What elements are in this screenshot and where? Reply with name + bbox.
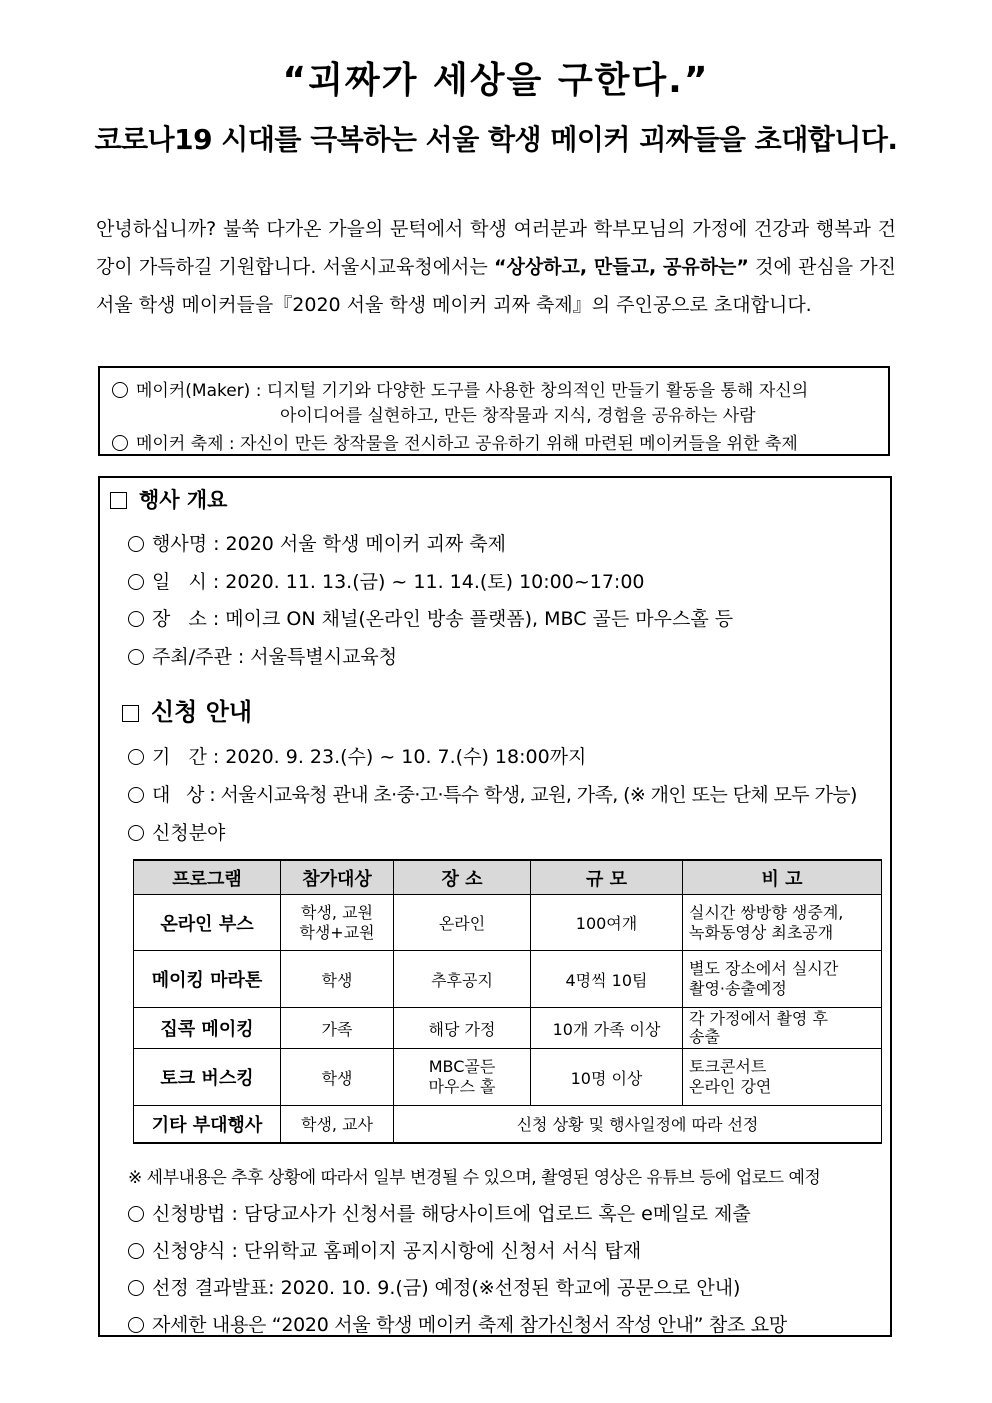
program-table [133, 859, 882, 1144]
circle-bullet-icon [128, 1243, 144, 1259]
circle-bullet-icon [128, 787, 144, 803]
target-cell: 가족 [281, 1008, 394, 1049]
program-cell: 집콕 메이킹 [134, 1008, 281, 1049]
overview-item-name [128, 529, 506, 556]
bottom-item-text: 자세한 내용은 “2020 서울 학생 메이커 축제 참가신청서 작성 안내” 참조 요망 [152, 1314, 787, 1336]
circle-bullet-icon [128, 1317, 144, 1333]
table-row [134, 1008, 882, 1049]
bottom-item-text: 신청방법 : 담당교사가 신청서를 해당사이트에 업로드 혹은 e메일로 제출 [152, 1203, 751, 1225]
overview-item-date [128, 567, 645, 594]
bottom-item-text: 신청양식 : 단위학교 홈페이지 공지시항에 신청서 서식 탑재 [152, 1240, 642, 1262]
circle-bullet-icon [128, 574, 144, 590]
overview-item-host [128, 642, 397, 669]
scale-cell: 10개 가족 이상 [531, 1008, 683, 1049]
application-item-text: 신청분야 [152, 822, 226, 844]
overview-heading [110, 484, 227, 514]
note-line: 실시간 쌍방향 생중계, [689, 902, 844, 922]
program-cell: 토크 버스킹 [134, 1049, 281, 1106]
page-title: “괴짜가 세상을 구한다.” [282, 60, 710, 101]
overview-item-place [128, 604, 733, 631]
bottom-item-form [128, 1236, 641, 1263]
note-line: 송출 [689, 1027, 720, 1046]
note-line: 토크콘서트 [689, 1057, 767, 1076]
square-bullet-icon [122, 705, 139, 722]
target-cell: 학생 [281, 951, 394, 1008]
circle-bullet-icon [128, 611, 144, 627]
overview-item-text: 장 소 : 메이크 ON 채널(온라인 방송 플랫폼), MBC 골든 마우스홀 등 [152, 608, 734, 630]
note-line: 별도 장소에서 실시간 [689, 959, 839, 978]
target-cell [281, 895, 394, 951]
program-cell: 온라인 부스 [134, 895, 281, 951]
table-header: 비 고 [683, 860, 882, 895]
place-cell: 온라인 [394, 895, 531, 951]
square-bullet-icon [110, 492, 127, 509]
note-line: 각 가정에서 촬영 후 [689, 1009, 828, 1028]
circle-bullet-icon [128, 825, 144, 841]
page-subtitle: 코로나19 시대를 극복하는 서울 학생 메이커 괴짜들을 초대합니다. [94, 123, 898, 156]
application-item-target [128, 780, 857, 807]
festival-text: 자신이 만든 창작물을 전시하고 공유하기 위해 마련된 메이커들을 위한 축제 [240, 434, 798, 454]
intro-text-1: 안녕하십니까? 불쑥 다가온 가을의 문턱에서 학생 여러분과 학부모님의 가정에 건강과 행복과 건강이 가득하길 기원합니다. 서울시교육청에서는 [96, 218, 896, 278]
bottom-item-method [128, 1199, 751, 1226]
maker-text-1: 디지털 기기와 다양한 도구를 사용한 창의적인 만들기 활동을 통해 자신의 [266, 381, 809, 401]
overview-item-text: 행사명 : 2020 서울 학생 메이커 괴짜 축제 [152, 533, 506, 555]
circle-bullet-icon [128, 1280, 144, 1296]
table-header-row [134, 860, 882, 895]
bottom-item-text: 선정 결과발표: 2020. 10. 9.(금) 예정(※선정된 학교에 공문으로 안내) [152, 1277, 741, 1299]
intro-text-2: 것에 관심을 가진 서울 학생 메이커들을『2020 서울 학생 메이커 괴짜 축제』의 주인공으로 초대합니다. [96, 256, 896, 316]
target-line: 학생, 교원 [301, 902, 373, 922]
place-line: MBC골든 [428, 1057, 496, 1076]
maker-text-2: 아이디어를 실현하고, 만든 창작물과 지식, 경험을 공유하는 사람 [280, 406, 756, 426]
place-cell: 해당 가정 [394, 1008, 531, 1049]
overview-item-text: 주최/주관 : 서울특별시교육청 [152, 646, 398, 668]
program-cell: 메이킹 마라톤 [134, 951, 281, 1008]
intro-paragraph [96, 210, 896, 324]
table-header: 장 소 [394, 860, 531, 895]
definition-box [98, 366, 890, 456]
place-cell: 추후공지 [394, 951, 531, 1008]
note-cell [683, 1049, 882, 1106]
note-line: 녹화동영상 최초공개 [689, 922, 834, 942]
program-cell: 기타 부대행사 [134, 1106, 281, 1143]
bottom-item-result [128, 1273, 740, 1300]
circle-bullet-icon [112, 382, 128, 398]
place-line: 마우스 홀 [428, 1077, 496, 1096]
festival-label: 메이커 축제 : [136, 434, 241, 454]
target-cell: 학생, 교사 [281, 1106, 394, 1143]
note-cell [683, 895, 882, 951]
application-heading-text: 신청 안내 [151, 698, 253, 726]
overview-item-text: 일 시 : 2020. 11. 13.(금) ~ 11. 14.(토) 10:00~17:00 [152, 571, 645, 593]
target-cell: 학생 [281, 1049, 394, 1106]
application-item-text: 대 상 : 서울시교육청 관내 초·중·고·특수 학생, 교원, 가족, (※ 개인 또는 단체 모두 가능) [152, 784, 857, 806]
table-header: 참가대상 [281, 860, 394, 895]
circle-bullet-icon [128, 1206, 144, 1222]
application-item-period [128, 742, 586, 769]
target-line: 학생+교원 [299, 922, 375, 942]
table-row [134, 895, 882, 951]
merged-cell: 신청 상황 및 행사일정에 따라 선정 [394, 1106, 882, 1143]
circle-bullet-icon [128, 749, 144, 765]
table-row [134, 1106, 882, 1143]
circle-bullet-icon [112, 435, 128, 451]
maker-label: 메이커(Maker) : [136, 381, 267, 401]
note-cell [683, 951, 882, 1008]
scale-cell: 100여개 [531, 895, 683, 951]
circle-bullet-icon [128, 536, 144, 552]
event-info-box [98, 476, 892, 1337]
table-header: 프로그램 [134, 860, 281, 895]
festival-definition [112, 429, 798, 454]
note-line: 촬영·송출예정 [689, 979, 787, 998]
table-row [134, 951, 882, 1008]
table-header: 규 모 [531, 860, 683, 895]
application-heading [122, 692, 252, 727]
scale-cell: 10명 이상 [531, 1049, 683, 1106]
circle-bullet-icon [128, 649, 144, 665]
maker-definition [112, 376, 808, 401]
application-item-field [128, 818, 225, 845]
footnote: ※ 세부내용은 추후 상황에 따라서 일부 변경될 수 있으며, 촬영된 영상은 유튜브 등에 업로드 예정 [128, 1168, 821, 1188]
note-line: 온라인 강연 [689, 1077, 772, 1096]
application-item-text: 기 간 : 2020. 9. 23.(수) ~ 10. 7.(수) 18:00까지 [152, 746, 587, 768]
scale-cell: 4명씩 10팀 [531, 951, 683, 1008]
table-row [134, 1049, 882, 1106]
bottom-item-details [128, 1310, 787, 1337]
overview-heading-text: 행사 개요 [139, 488, 228, 512]
note-cell [683, 1008, 882, 1049]
intro-highlight: “상상하고, 만들고, 공유하는” [493, 256, 749, 278]
place-cell [394, 1049, 531, 1106]
